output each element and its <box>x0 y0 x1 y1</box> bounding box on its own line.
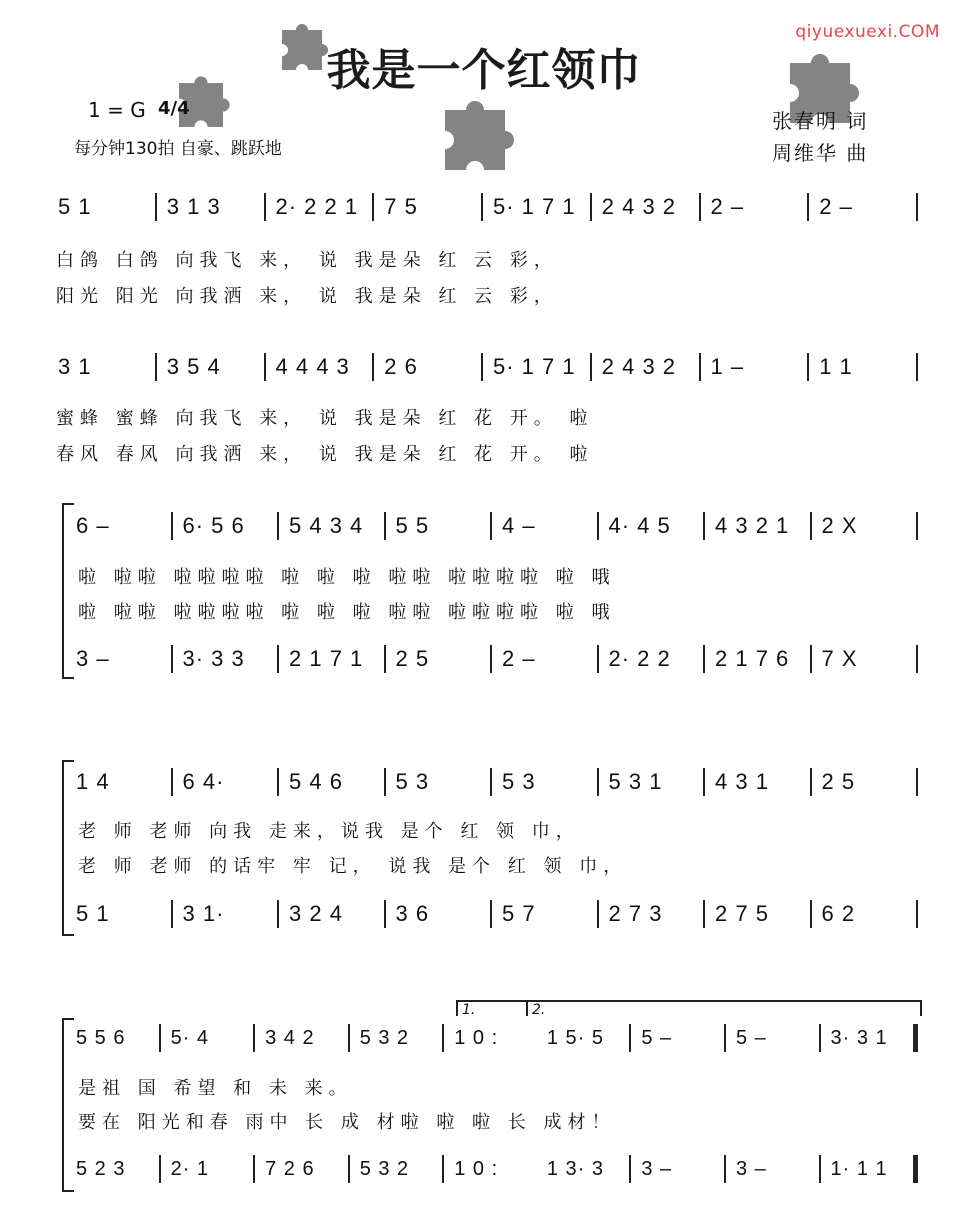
measure: 7 X <box>821 646 858 671</box>
measure: 5 1 <box>58 194 92 219</box>
lyric-line: 白鸽 白鸽 向我飞 来， 说 我是朵 红 云 彩， <box>56 250 558 271</box>
measure: 6 4· <box>182 769 225 794</box>
measure: 1 – <box>710 354 745 379</box>
lyricist-credit: 张春明 词 <box>772 109 869 133</box>
measure: 5 3 1 <box>608 769 663 794</box>
measure: 2 1 7 6 <box>715 646 790 671</box>
puzzle-piece-icon <box>430 95 520 185</box>
measure: 3 5 4 <box>166 354 221 379</box>
measure: 2 – <box>819 194 853 219</box>
lyric-line: 老 师 老师 的话牢 牢 记， 说我 是个 红 领 巾， <box>78 856 628 877</box>
tempo-marking: 每分钟130拍 自豪、跳跃地 <box>74 139 282 159</box>
lyric-line: 啦 啦啦 啦啦啦啦 啦 啦 啦 啦啦 啦啦啦啦 啦 哦 <box>78 602 616 623</box>
measure: 7 2 6 <box>265 1157 315 1180</box>
notation-line-lower <box>66 645 918 673</box>
bar-line <box>916 353 918 381</box>
measure: 3 – <box>735 1157 767 1180</box>
measure: 5· 1 7 1 <box>493 354 576 379</box>
measure: 2 7 5 <box>715 901 769 926</box>
measure: 2 X <box>821 513 858 538</box>
measure: 2 4 3 2 <box>601 354 677 379</box>
measure: 2· 1 <box>170 1157 210 1180</box>
measure: 1 4 <box>76 769 110 794</box>
measure: 2· 2 2 1 <box>275 194 359 219</box>
measure: 3· 3 1 <box>830 1026 888 1049</box>
bar-line <box>916 193 918 221</box>
bar-line <box>916 645 918 673</box>
measure: 6 2 <box>821 901 856 926</box>
measure: 3 1 3 <box>166 194 221 219</box>
measure: 5 – <box>641 1026 673 1049</box>
measure: 5 4 6 <box>289 769 343 794</box>
measure: 3 1 <box>58 354 92 379</box>
measure: 5 7 <box>502 901 536 926</box>
measure: 5 4 3 4 <box>289 513 364 538</box>
key-signature: 1 = G <box>88 98 146 122</box>
measure: 5 2 3 <box>76 1157 126 1180</box>
measure: 2 1 7 1 <box>289 646 364 671</box>
song-title: 我是一个红领巾 <box>326 45 642 96</box>
lyric-line: 老 师 老师 向我 走来，说我 是个 红 领 巾， <box>78 821 580 842</box>
measure: 5 1 <box>76 901 110 926</box>
lyric-line: 蜜蜂 蜜蜂 向我飞 来， 说 我是朵 红 花 开。 啦 <box>56 408 594 429</box>
measure: 5 – <box>735 1026 767 1049</box>
measure: 1· 1 1 <box>830 1157 888 1180</box>
measure: 5 3 2 <box>359 1026 410 1049</box>
measure: 7 5 <box>384 194 418 219</box>
measure: 5· 1 7 1 <box>493 194 576 219</box>
measure: 5 5 6 <box>76 1026 126 1049</box>
measure: 1 0 : <box>454 1157 499 1180</box>
measure: 3 2 4 <box>289 901 343 926</box>
second-ending-bracket: 2. <box>526 1000 922 1016</box>
time-signature: 4/4 <box>158 98 190 119</box>
lyric-line: 阳光 阳光 向我洒 来， 说 我是朵 红 云 彩， <box>56 286 558 307</box>
measure: 4 3 1 <box>715 769 769 794</box>
lyric-line: 啦 啦啦 啦啦啦啦 啦 啦 啦 啦啦 啦啦啦啦 啦 哦 <box>78 567 616 588</box>
measure: 3· 3 3 <box>182 646 245 671</box>
measure: 6· 5 6 <box>182 513 245 538</box>
measure: 1 1 <box>819 354 853 379</box>
measure: 2 – <box>502 646 536 671</box>
notation-line-lower <box>66 900 918 928</box>
measure: 5· 4 <box>170 1026 210 1049</box>
measure: 2· 2 2 <box>608 646 671 671</box>
measure: 2 5 <box>821 769 856 794</box>
notation-line <box>48 193 918 221</box>
notation-line-lower <box>66 1155 918 1183</box>
measure: 1 3· 3 <box>546 1157 604 1180</box>
measure: 2 5 <box>395 646 430 671</box>
first-ending-bracket: 1. <box>456 1000 526 1016</box>
notation-line <box>48 353 918 381</box>
site-watermark: qiyuexuexi.COM <box>795 22 940 42</box>
notation-line-upper <box>66 512 918 540</box>
composer-credit: 周维华 曲 <box>772 141 869 165</box>
measure: 5 3 <box>395 769 430 794</box>
bar-line <box>916 900 918 928</box>
measure: 5 5 <box>395 513 430 538</box>
measure: 1 0 : <box>454 1026 499 1049</box>
measure: 4 3 2 1 <box>715 513 790 538</box>
measure: 2 7 3 <box>608 901 663 926</box>
measure: 2 4 3 2 <box>601 194 677 219</box>
notation-line-upper <box>66 768 918 796</box>
measure: 4 – <box>502 513 536 538</box>
measure: 3 4 2 <box>265 1026 315 1049</box>
measure: 4 4 4 3 <box>275 354 350 379</box>
measure: 4· 4 5 <box>608 513 671 538</box>
measure: 3 – <box>76 646 110 671</box>
lyric-line: 春风 春风 向我洒 来， 说 我是朵 红 花 开。 啦 <box>56 444 594 465</box>
measure: 3 1· <box>182 901 225 926</box>
measure: 6 – <box>76 513 110 538</box>
notation-line-upper <box>66 1024 918 1052</box>
lyric-line: 是祖 国 希望 和 未 来。 <box>78 1078 353 1099</box>
final-bar-line <box>913 1155 918 1183</box>
bar-line <box>916 768 918 796</box>
measure: 3 – <box>641 1157 673 1180</box>
measure: 5 3 2 <box>359 1157 410 1180</box>
measure: 1 5· 5 <box>546 1026 604 1049</box>
measure: 2 – <box>710 194 745 219</box>
measure: 5 3 <box>502 769 536 794</box>
measure: 3 6 <box>395 901 430 926</box>
measure: 2 6 <box>384 354 418 379</box>
final-bar-line <box>913 1024 918 1052</box>
bar-line <box>916 512 918 540</box>
lyric-line: 要在 阳光和春 雨中 长 成 材啦 啦 啦 长 成材！ <box>78 1112 616 1133</box>
